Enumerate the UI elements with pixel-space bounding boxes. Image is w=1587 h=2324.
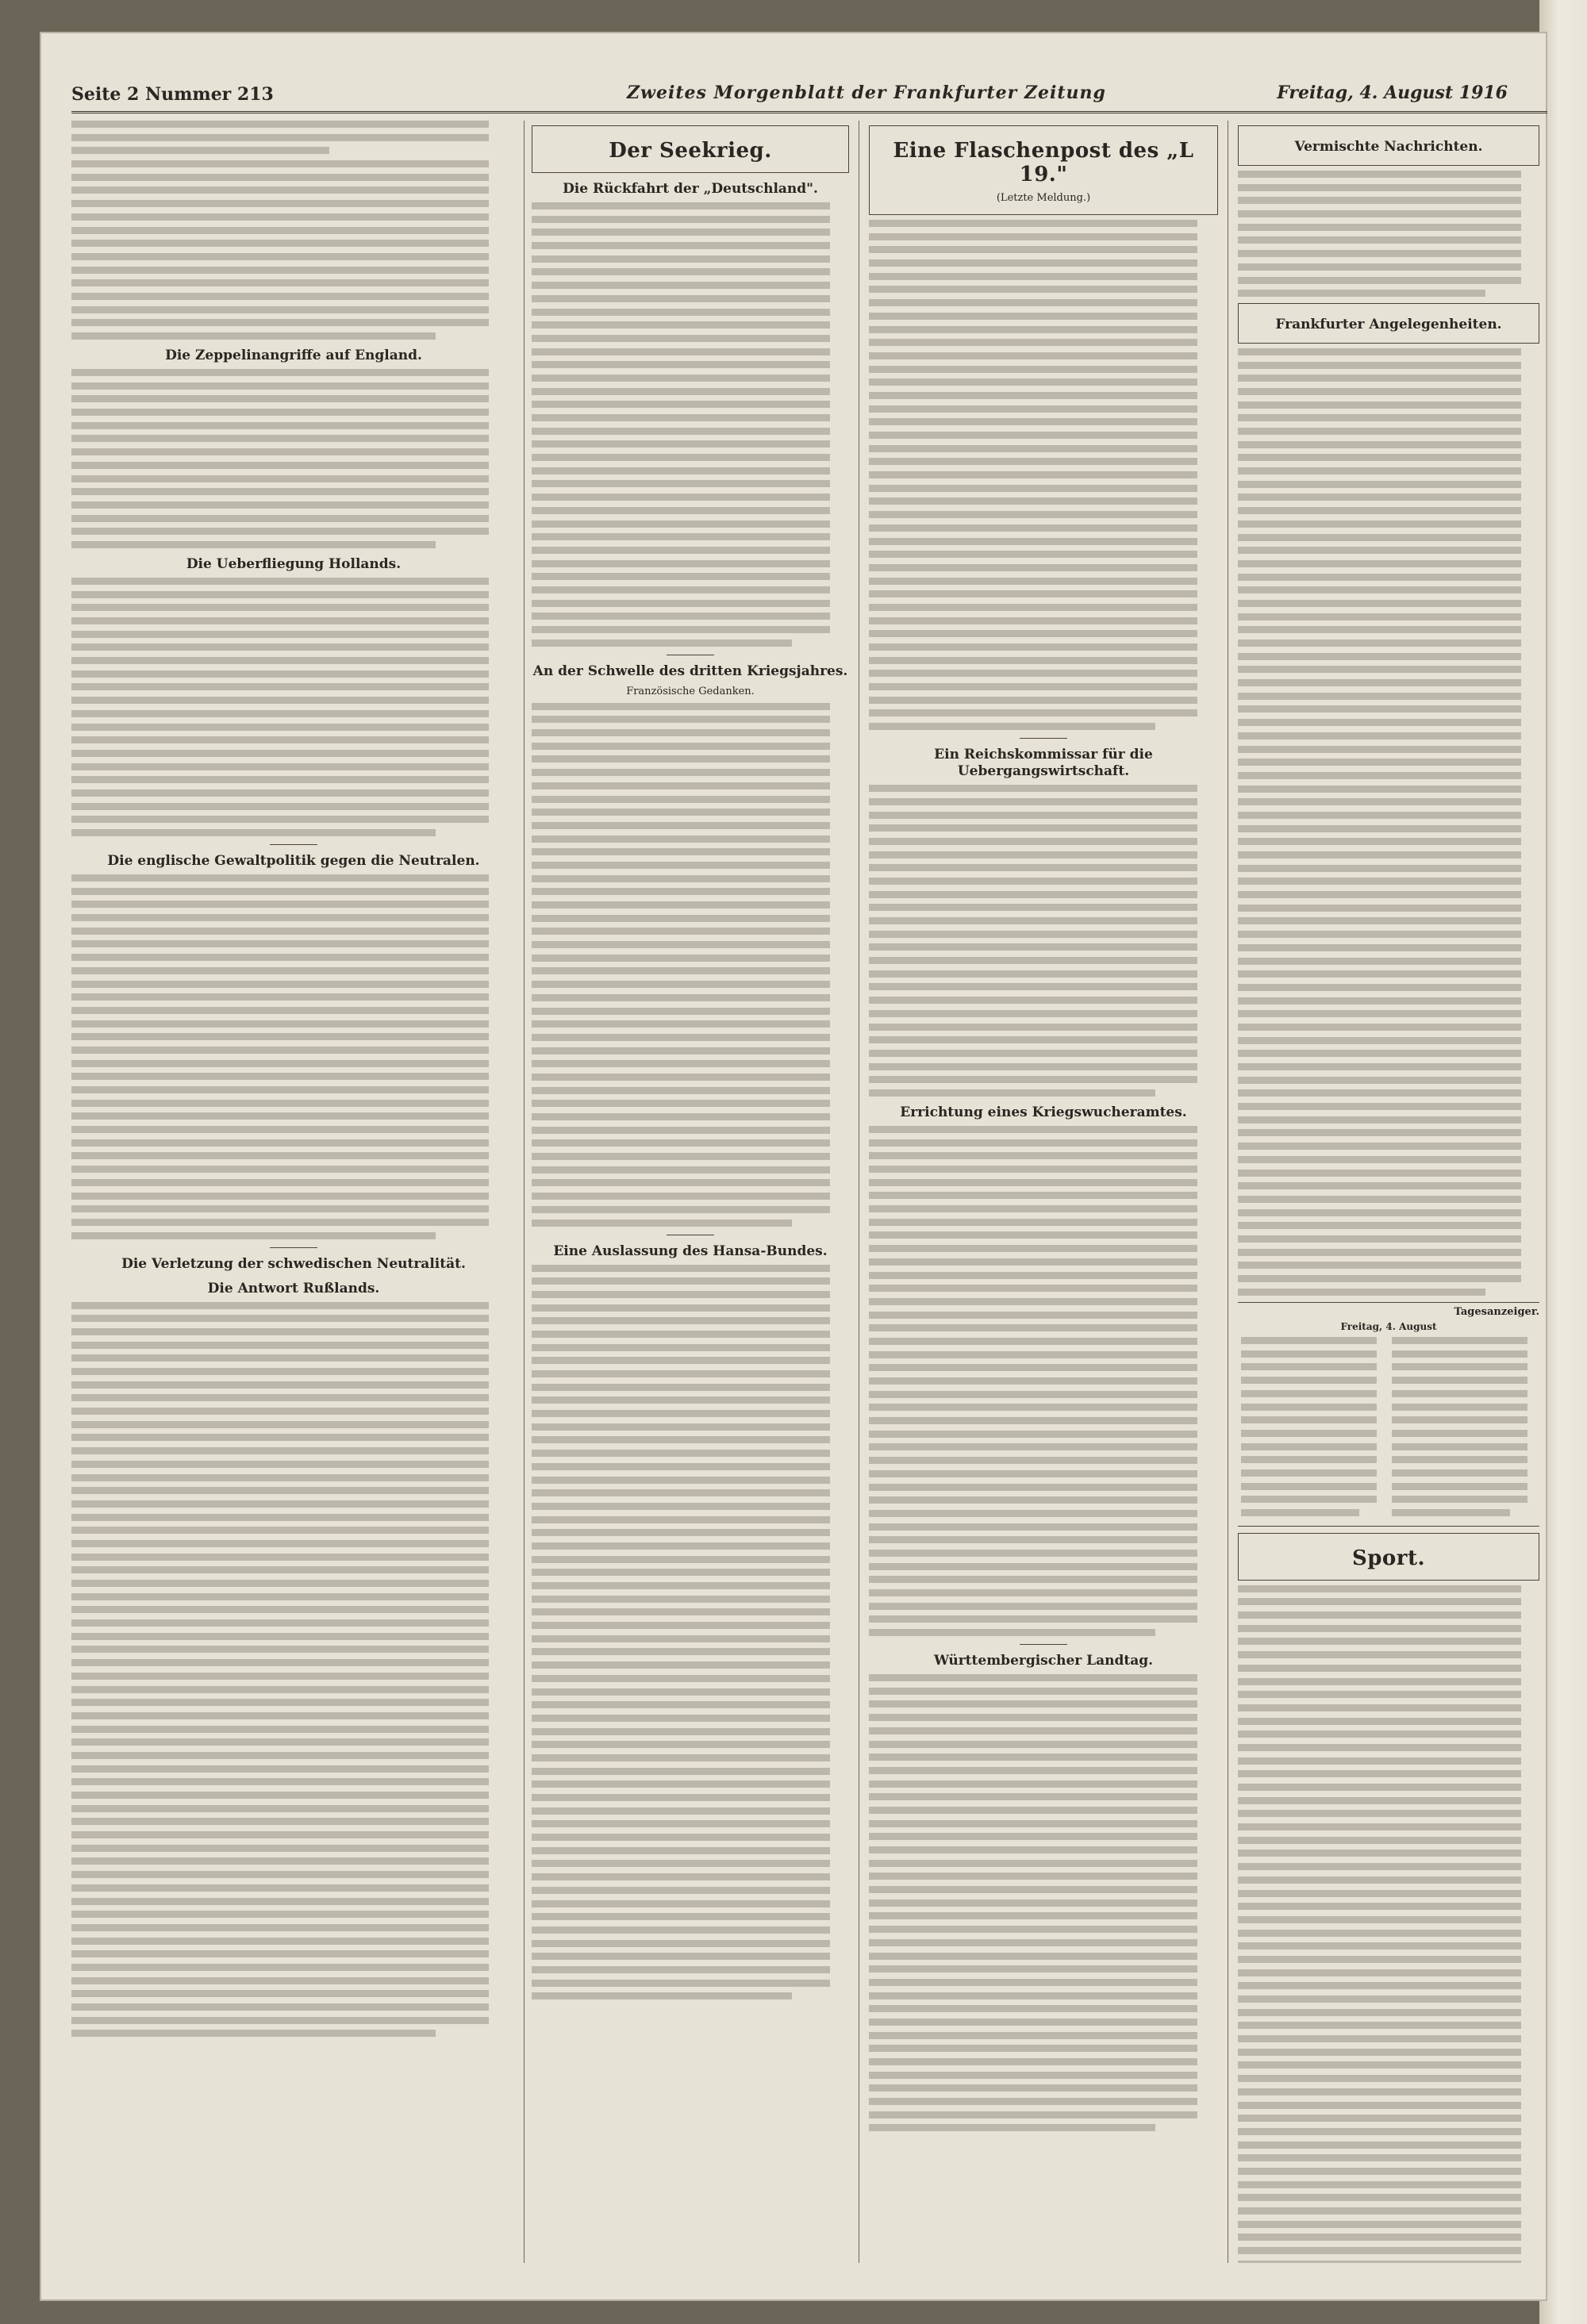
- page-number: Seite 2 Nummer 213: [71, 84, 274, 105]
- headline-verletzung: Die Verletzung der schwedischen Neutralität.: [121, 1255, 466, 1272]
- section-box: [1238, 1533, 1539, 1581]
- section-box: [869, 125, 1218, 215]
- headline-ueberfliegung: Die Ueberfliegung Hollands.: [186, 555, 402, 572]
- tagesanzeiger-box: [1238, 1302, 1539, 1527]
- article-text: [869, 1674, 1218, 2131]
- article-text: [71, 874, 516, 1239]
- column-4: [1238, 121, 1539, 2263]
- section-box: [1238, 125, 1539, 166]
- subheadline-flaschenpost: (Letzte Meldung.): [996, 192, 1091, 204]
- article-text: [1238, 348, 1539, 1296]
- headline-frankfurter: Frankfurter Angelegenheiten.: [1275, 316, 1502, 332]
- article-text: [869, 785, 1218, 1097]
- divider: [1020, 738, 1067, 739]
- headline-kriegswucheramt: Errichtung eines Kriegswucheramtes.: [900, 1104, 1187, 1120]
- headline-rueckfahrt: Die Rückfahrt der „Deutschland".: [563, 181, 818, 197]
- headline-reichskommissar: Ein Reichskommissar für die Uebergangswirtschaft.: [934, 747, 1153, 780]
- article-text: [1238, 1585, 1539, 2263]
- divider: [1020, 1644, 1067, 1645]
- headline-vermischte: Vermischte Nachrichten.: [1294, 139, 1483, 155]
- headline-gewaltpolitik: Die englische Gewaltpolitik gegen die Neutralen.: [107, 853, 480, 869]
- column-rule: [524, 121, 525, 2263]
- article-text: [869, 220, 1218, 730]
- issue-date: Freitag, 4. August 1916: [1277, 83, 1508, 103]
- tagesanzeiger-date: Freitag, 4. August: [1340, 1321, 1437, 1333]
- article-text: [1238, 171, 1539, 297]
- article-text: [532, 703, 849, 1227]
- headline-antwort: Die Antwort Rußlands.: [207, 1280, 380, 1296]
- article-text: [532, 202, 849, 647]
- page-header: [71, 79, 1547, 113]
- headline-schwelle: An der Schwelle des dritten Kriegsjahres.: [532, 663, 848, 679]
- headline-hansa: Eine Auslassung des Hansa-Bundes.: [553, 1243, 828, 1259]
- newspaper-page: [40, 32, 1547, 2301]
- headline-flaschenpost: Eine Flaschenpost des „L 19.": [893, 139, 1194, 186]
- tagesanzeiger-title: Tagesanzeiger.: [1454, 1305, 1539, 1318]
- article-text: [869, 1126, 1218, 1636]
- subheadline-schwelle: Französische Gedanken.: [626, 685, 755, 697]
- tagesanzeiger-listing: [1238, 1337, 1539, 1523]
- headline-landtag: Württembergischer Landtag.: [933, 1653, 1154, 1669]
- divider: [270, 844, 317, 845]
- column-2: [532, 121, 849, 2263]
- section-box: [1238, 303, 1539, 344]
- column-3: [869, 121, 1218, 2263]
- column-1: [71, 121, 516, 2263]
- headline-zeppelin: Die Zeppelinangriffe auf England.: [165, 348, 422, 363]
- section-box: [532, 125, 849, 173]
- article-text: [532, 1265, 849, 2000]
- headline-sport: Sport.: [1351, 1546, 1426, 1570]
- masthead: Zweites Morgenblatt der Frankfurter Zeitung: [627, 83, 1106, 103]
- article-text: [71, 578, 516, 836]
- headline-seekrieg: Der Seekrieg.: [609, 139, 772, 163]
- article-text: [71, 1302, 516, 2038]
- article-text: [71, 121, 516, 340]
- article-text: [71, 369, 516, 548]
- divider: [270, 1247, 317, 1248]
